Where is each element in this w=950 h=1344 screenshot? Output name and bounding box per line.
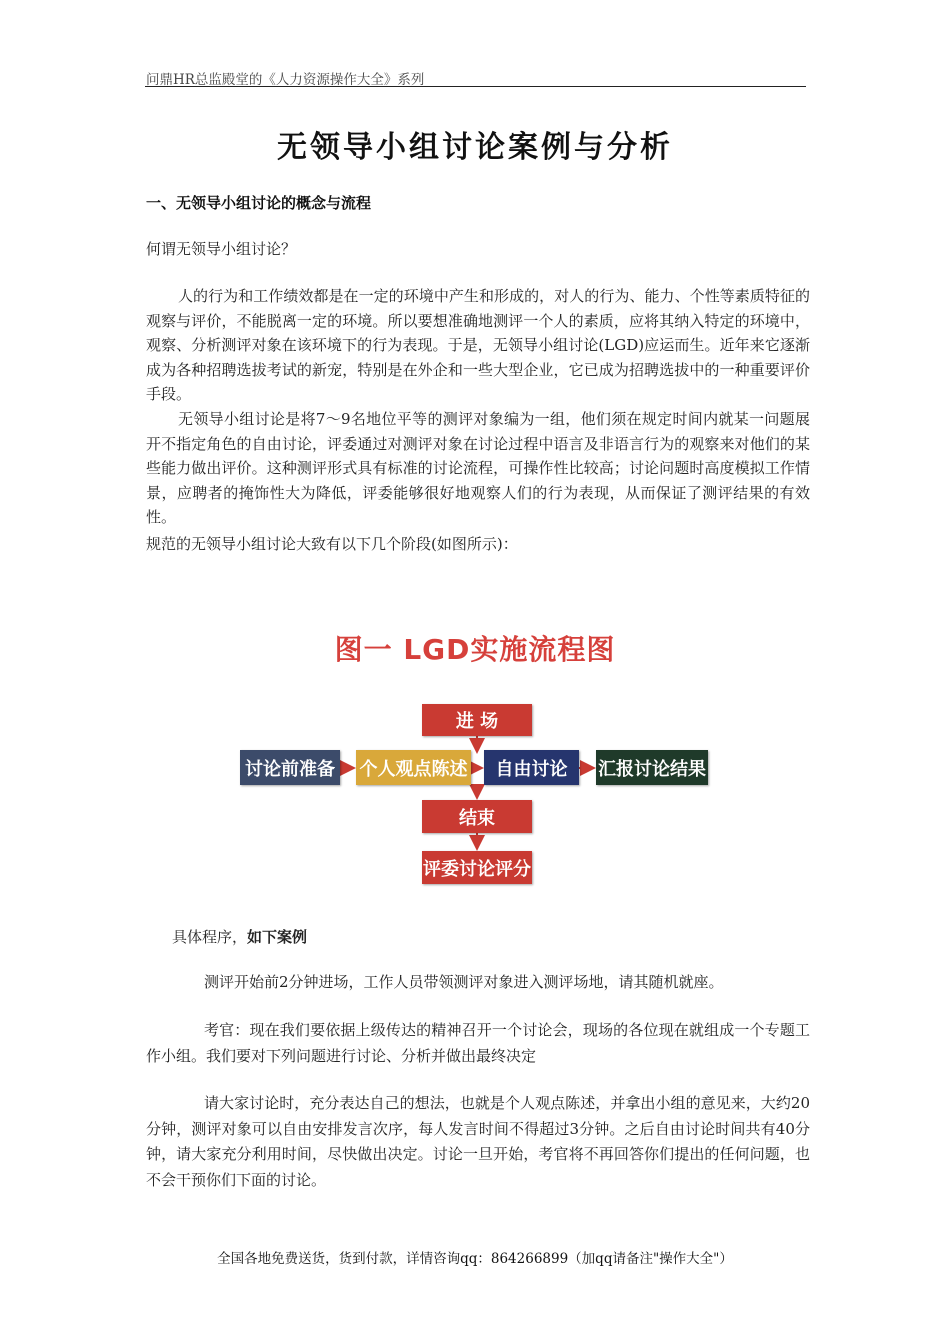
document-title: 无领导小组讨论案例与分析 [277,130,673,165]
procedure-paragraph-3: 请大家讨论时，充分表达自己的想法，也就是个人观点陈述，并拿出小组的意见来，大约20分钟，测评对象可以自由安排发言次序，每人发言时间不得超过3分钟。之后自由讨论时间共有40分钟，请大家充分利用时间，尽快做出决定。讨论一旦开始，考官将不再回答你们提出的任何问题，也不会干预你们下面的讨论。 [146,1094,810,1189]
flowchart-title: 图一 LGD实施流程图 [334,633,616,666]
paragraph-2: 无领导小组讨论是将7～9名地位平等的测评对象编为一组，他们须在规定时间内就某一问题展开不指定角色的自由讨论，评委通过对测评对象在讨论过程中语言及非语言行为的观察来对他们的某些能力做出评价。这种测评形式具有标准的讨论流程，可操作性比较高；讨论问题时高度模拟工作情景，应聘者的掩饰性大为降低，评委能够很好地观察人们的行为表现，从而保证了测评结果的有效性。 [146,410,810,526]
box-free-discussion: 自由讨论 [484,750,579,785]
section-heading: 一、无领导小组讨论的概念与流程 [146,194,372,212]
paragraph-1: 人的行为和工作绩效都是在一定的环境中产生和形成的，对人的行为、能力、个性等素质特征的观察与评价，不能脱离一定的环境。所以要想准确地测评一个人的素质，应将其纳入特定的环境中，观察、分析测评对象在该环境下的行为表现。于是，无领导小组讨论(LGD)应运而生。近年来它逐渐成为各种招聘选拔考试的新宠，特别是在外企和一些大型企业，它已成为招聘选拔中的一种重要评价手段。 [146,287,810,403]
box-end: 结束 [422,800,532,833]
box-statement: 个人观点陈述 [356,750,471,785]
page-footer: 全国各地免费送货，货到付款，详情咨询qq：864266899（加qq请备注"操作大全"） [217,1251,733,1267]
procedure-lead-bold: 如下案例 [247,928,308,946]
procedure-paragraph-2: 考官：现在我们要依据上级传达的精神召开一个讨论会，现场的各位现在就组成一个专题工作小组。我们要对下列问题进行讨论、分析并做出最终决定 [146,1021,810,1065]
procedure-paragraph-1: 测评开始前2分钟进场，工作人员带领测评对象进入测评场地，请其随机就座。 [204,973,724,991]
procedure-lead-text: 具体程序， [172,928,248,946]
header-divider [145,86,806,87]
box-judge-score: 评委讨论评分 [422,851,532,884]
section-question: 何谓无领导小组讨论？ [146,240,297,258]
box-prepare: 讨论前准备 [240,750,340,785]
box-enter: 进 场 [422,704,532,736]
procedure-lead [172,926,307,947]
running-header: 问鼎HR总监殿堂的《人力资源操作大全》系列 [146,72,425,88]
box-report: 汇报讨论结果 [596,750,708,785]
stages-intro: 规范的无领导小组讨论大致有以下几个阶段(如图所示)： [146,535,518,553]
